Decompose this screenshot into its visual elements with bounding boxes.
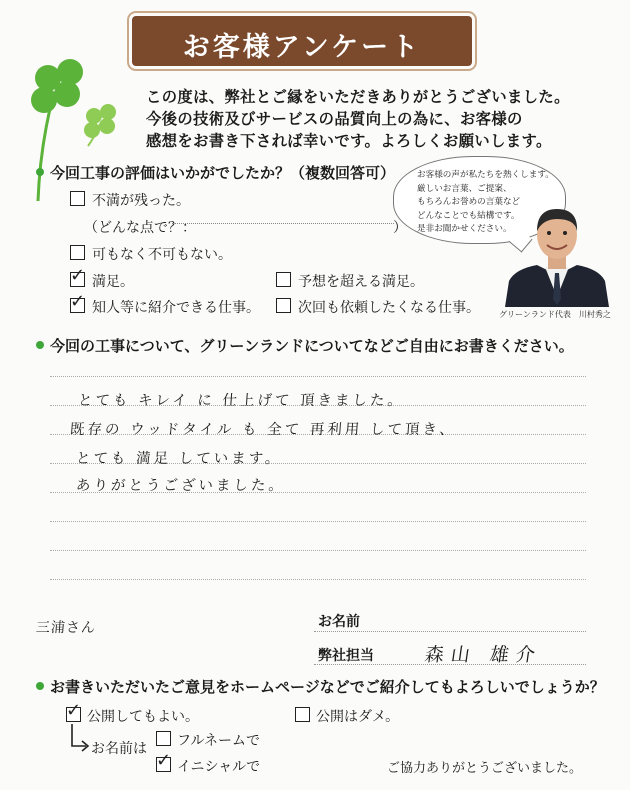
bullet-icon bbox=[36, 341, 44, 349]
detail-input[interactable] bbox=[172, 223, 394, 224]
ruled-line bbox=[50, 376, 586, 377]
checkbox-publish-ok[interactable] bbox=[66, 700, 82, 722]
staff-label: 弊社担当 bbox=[318, 648, 374, 664]
checkbox-recommend[interactable] bbox=[70, 291, 86, 313]
question-2-title: 今回の工事について、グリーンランドについてなどご自由にお書きください。 bbox=[36, 335, 574, 356]
title-banner bbox=[132, 16, 472, 66]
option-fullname-label: フルネームで bbox=[177, 733, 261, 749]
intro-line: 今後の技術及びサービスの品質向上の為に、お客様の bbox=[146, 110, 523, 128]
option-initial-label: イニシャルで bbox=[177, 759, 261, 775]
handwritten-answer-line: 既存の ウッドタイル も 全て 再利用 して頂き、 bbox=[69, 422, 458, 438]
checkbox-unsatisfied[interactable] bbox=[70, 191, 85, 206]
check-icon: ✓ bbox=[66, 700, 82, 721]
intro-line: 感想をお書き下されば幸いです。よろしくお願いします。 bbox=[146, 132, 552, 150]
option-publish-ok-label: 公開してもよい。 bbox=[87, 709, 199, 725]
checkbox-publish-no[interactable] bbox=[295, 707, 310, 722]
checkbox-exceeded[interactable] bbox=[276, 272, 291, 287]
check-icon: ✓ bbox=[70, 265, 86, 286]
arrow-icon bbox=[70, 724, 92, 754]
handwritten-answer-line: ありがとうございました。 bbox=[75, 478, 287, 494]
page-title: お客様アンケート bbox=[182, 32, 422, 63]
photo-caption: グリーンランド代表 川村秀之 bbox=[499, 310, 611, 319]
handwritten-answer-line: とても キレイ に 仕上げて 頂きました。 bbox=[77, 393, 406, 409]
checkbox-neutral[interactable] bbox=[70, 245, 85, 260]
bullet-icon bbox=[36, 682, 44, 690]
option-unsatisfied-label: 不満が残った。 bbox=[92, 193, 190, 209]
checkbox-fullname[interactable] bbox=[156, 731, 171, 746]
question-1-title: 今回工事の評価はいかがでしたか？（複数回答可） bbox=[36, 162, 395, 183]
name-line[interactable] bbox=[314, 631, 586, 632]
question-3-title: お書きいただいたご意見をホームページなどでご紹介してもよろしいでしょうか？ bbox=[36, 676, 605, 697]
thanks-text: ご協力ありがとうございました。 bbox=[387, 761, 583, 776]
check-icon: ✓ bbox=[156, 750, 172, 771]
handwritten-answer-line: とても 満足 しています。 bbox=[75, 451, 284, 467]
option-publish-no-label: 公開はダメ。 bbox=[316, 709, 400, 725]
option-neutral-label: 可もなく不可もない。 bbox=[92, 247, 232, 263]
intro-line: この度は、弊社とご縁をいただきありがとうございました。 bbox=[146, 88, 570, 106]
name-format-label: お名前は bbox=[91, 741, 147, 757]
option-recommend-label: 知人等に紹介できる仕事。 bbox=[92, 300, 260, 316]
intro-text bbox=[146, 86, 586, 152]
ruled-line bbox=[50, 550, 586, 551]
staff-name: 森山 雄介 bbox=[423, 644, 544, 666]
checkbox-again[interactable] bbox=[276, 298, 291, 313]
checkbox-initial[interactable] bbox=[156, 750, 172, 772]
staff-line bbox=[314, 664, 586, 665]
ruled-line bbox=[50, 579, 586, 580]
bullet-icon bbox=[36, 168, 44, 176]
option-exceeded-label: 予想を超える満足。 bbox=[298, 274, 424, 290]
option-satisfied-label: 満足。 bbox=[92, 274, 134, 290]
check-icon: ✓ bbox=[70, 291, 86, 312]
option-again-label: 次回も依頼したくなる仕事。 bbox=[298, 300, 480, 316]
representative-photo bbox=[505, 201, 609, 307]
ruled-line bbox=[50, 521, 586, 522]
name-label: お名前 bbox=[318, 614, 360, 630]
customer-note: 三浦さん bbox=[35, 620, 97, 636]
checkbox-satisfied[interactable] bbox=[70, 265, 86, 287]
speech-bubble-text: お客様の声が私たちを熱くします。 厳しいお言葉、ご提案、 もちろんお誉めの言葉など どんなことでも結構です。 是非お聞かせください。 bbox=[417, 170, 554, 235]
detail-close: ） bbox=[393, 220, 407, 236]
detail-prompt: （どんな点で？： bbox=[84, 220, 196, 236]
